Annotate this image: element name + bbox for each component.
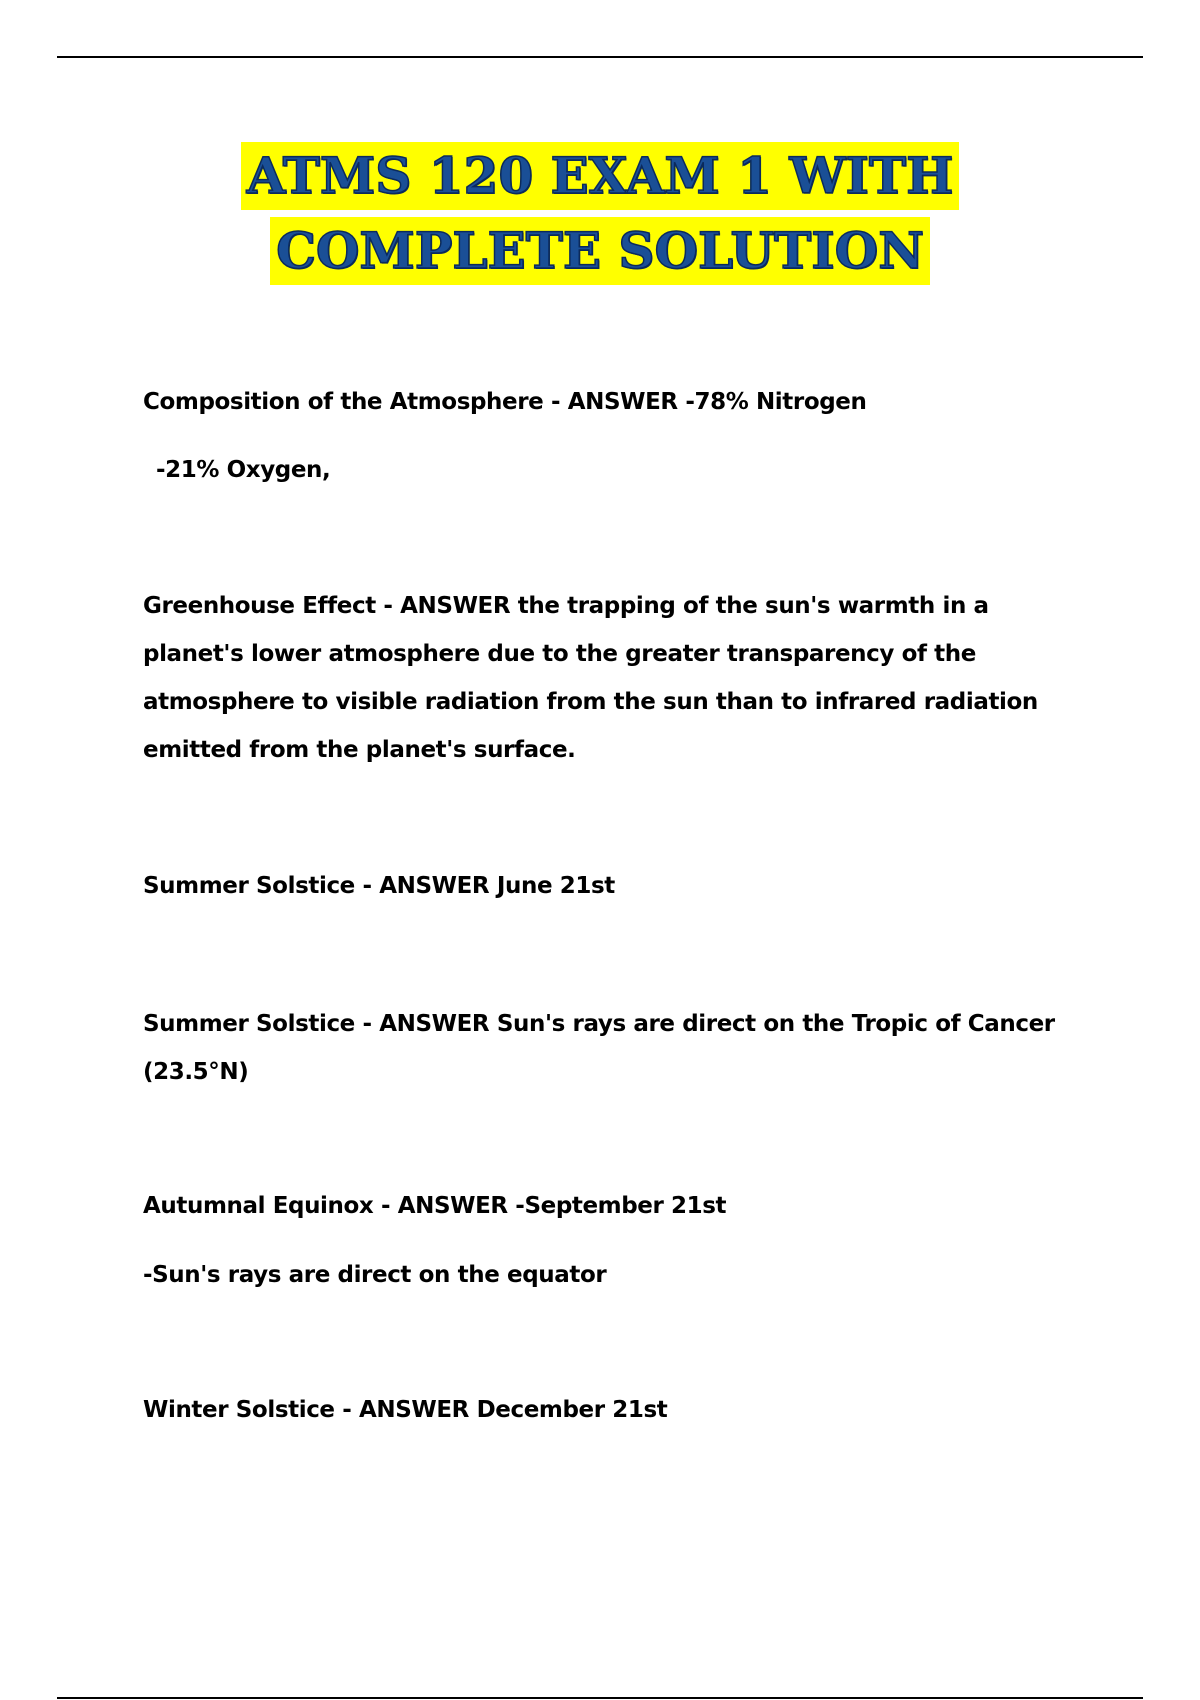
document-title [0, 142, 1200, 285]
qa-winter-solstice: Winter Solstice - ANSWER December 21st [143, 1397, 668, 1423]
footer-rule [57, 1697, 1143, 1699]
qa-composition: Composition of the Atmosphere - ANSWER -78% Nitrogen [143, 389, 867, 415]
qa-composition-continued: -21% Oxygen, [156, 457, 331, 483]
title-line-1: ATMS 120 EXAM 1 WITH [241, 142, 960, 210]
qa-autumnal-equinox-continued: -Sun's rays are direct on the equator [143, 1262, 607, 1288]
qa-greenhouse-effect: Greenhouse Effect - ANSWER the trapping of the sun's warmth in a planet's lower atmosphere due to the greater transparency of the atmosphere to visible radiation from the sun than to infrared radiation emitted from the planet's surface. [143, 593, 1038, 763]
qa-autumnal-equinox: Autumnal Equinox - ANSWER -September 21st [143, 1193, 727, 1219]
qa-summer-solstice-date: Summer Solstice - ANSWER June 21st [143, 873, 615, 899]
header-rule [57, 56, 1143, 58]
title-line-2: COMPLETE SOLUTION [270, 217, 930, 285]
qa-summer-solstice-rays: Summer Solstice - ANSWER Sun's rays are direct on the Tropic of Cancer (23.5°N) [143, 1011, 1055, 1085]
